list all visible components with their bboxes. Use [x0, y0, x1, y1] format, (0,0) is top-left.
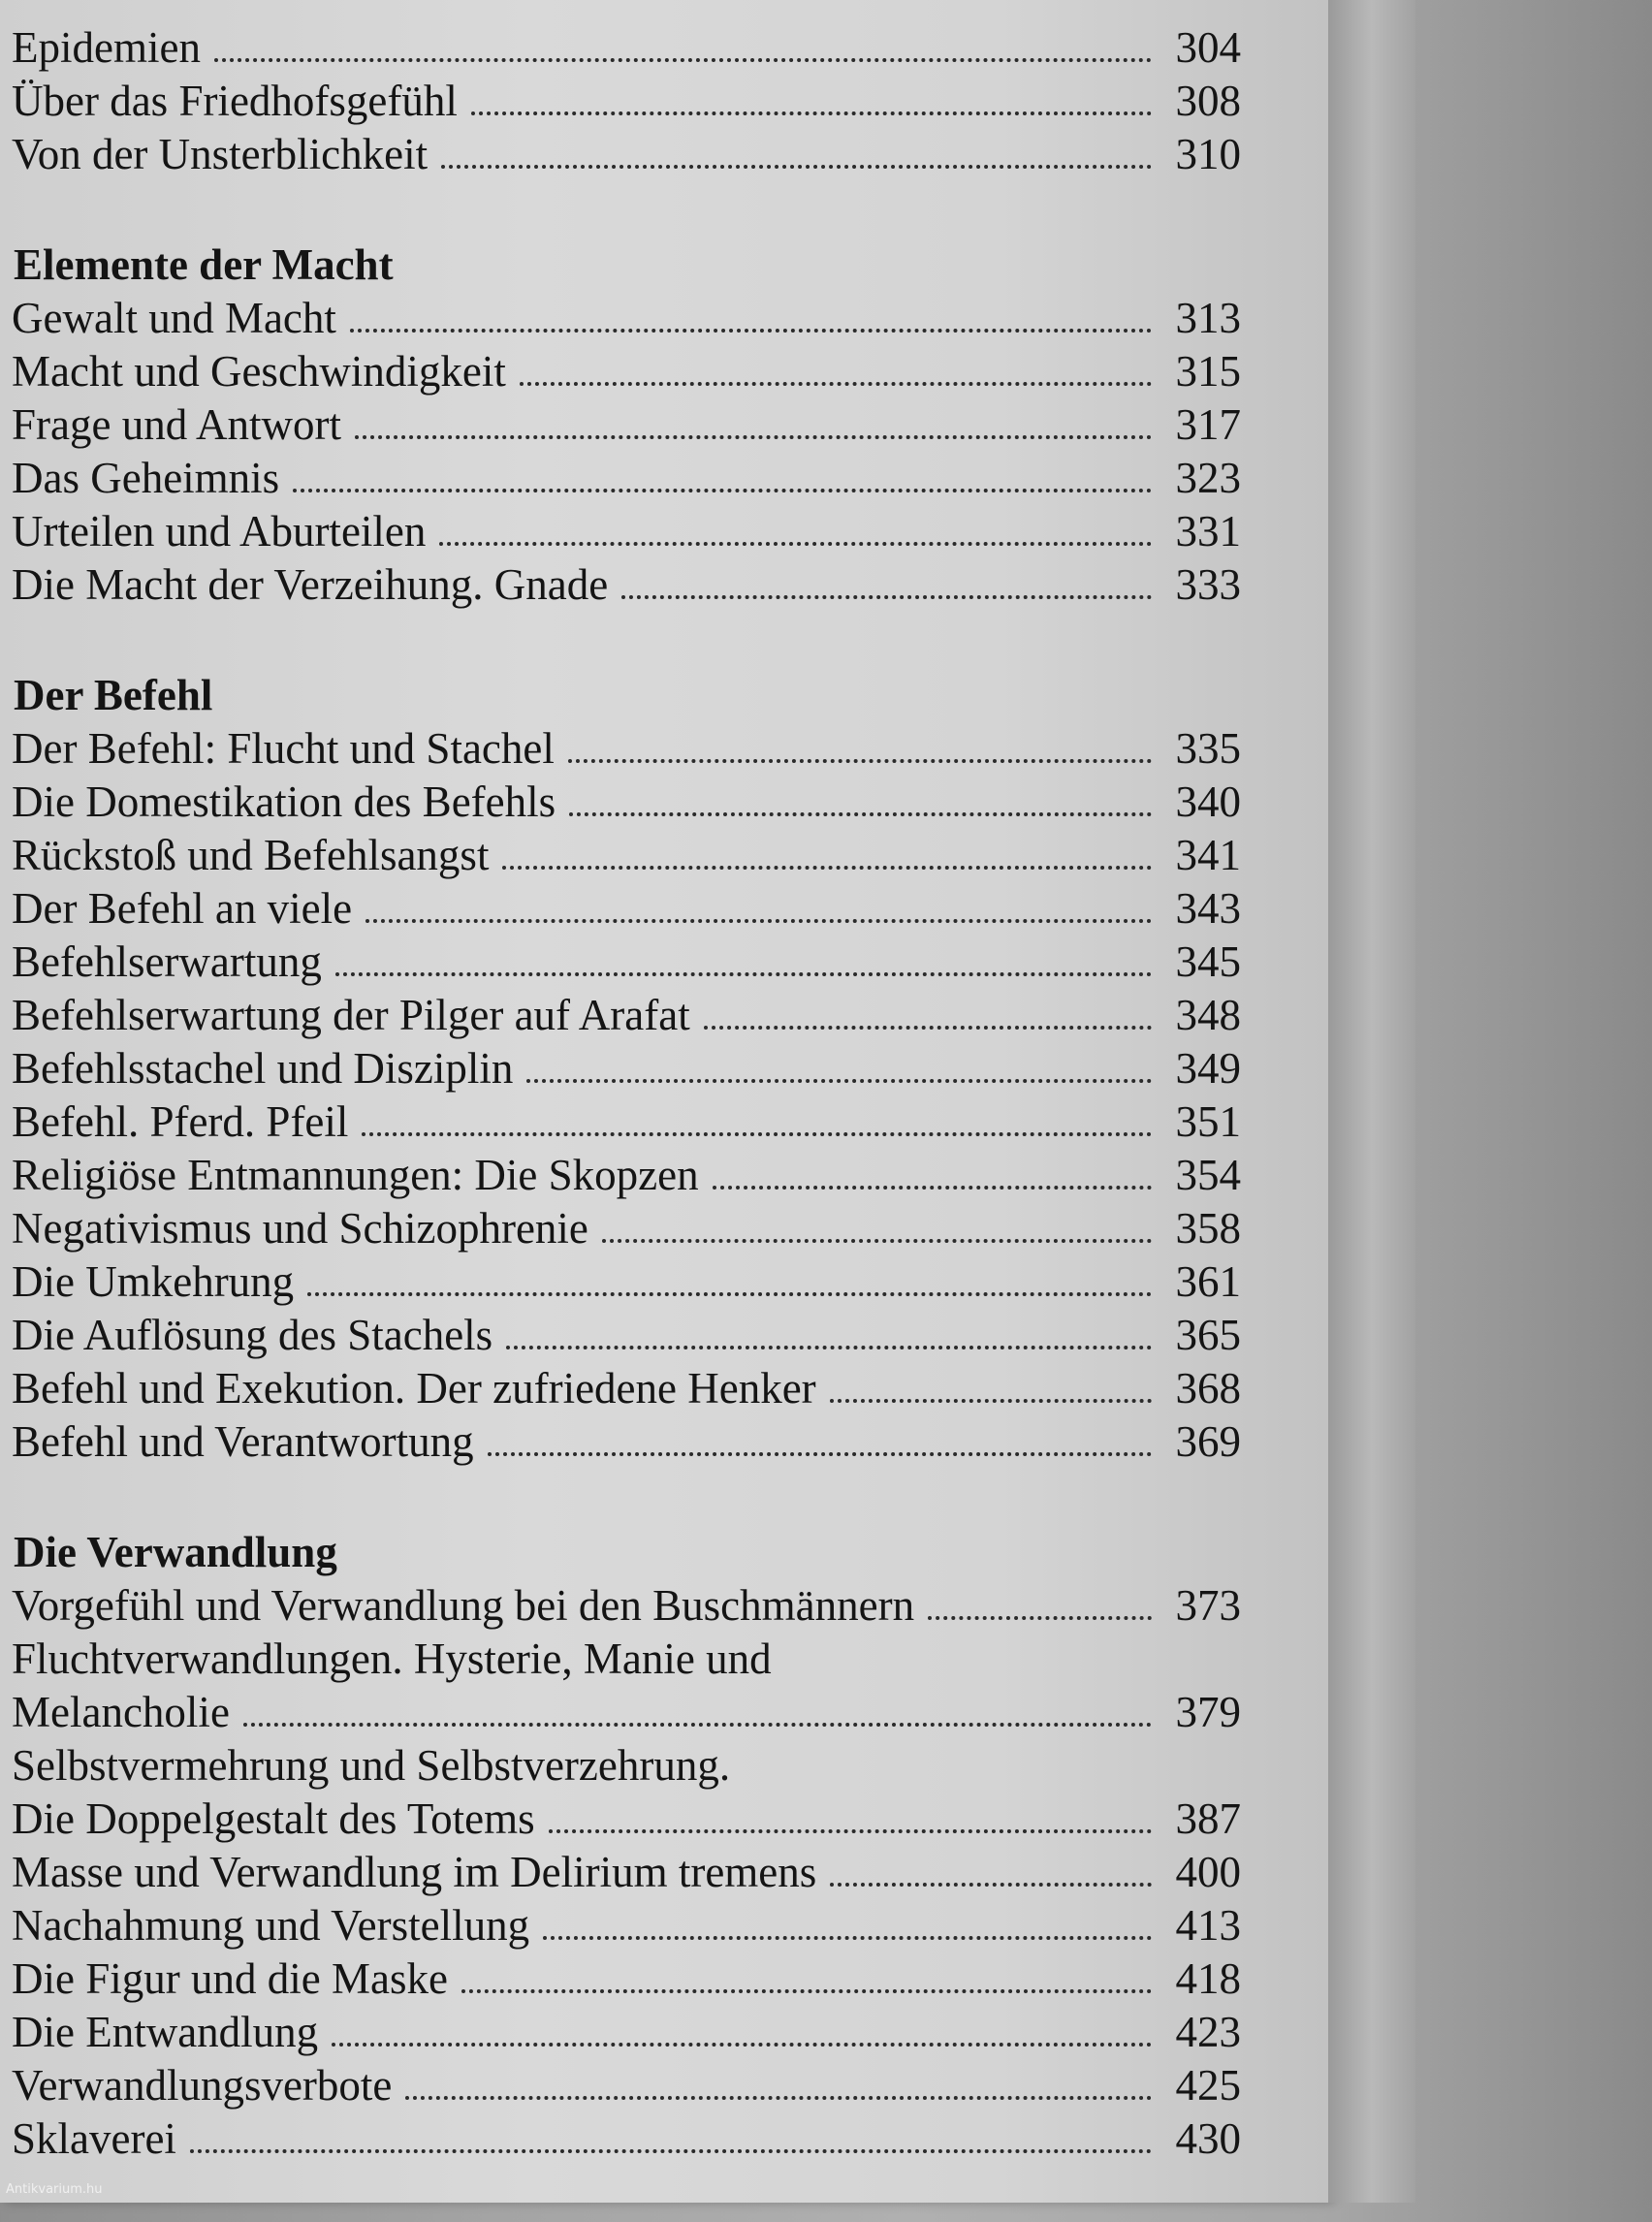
toc-entry	[12, 1686, 1241, 1739]
toc-entry-title: Befehl und Verantwortung	[12, 1417, 474, 1466]
toc-entry-title: Die Auflösung des Stachels	[12, 1311, 493, 1359]
toc-section-continued	[12, 21, 1241, 181]
toc-entry-page: 335	[1175, 724, 1241, 773]
dot-leader	[439, 542, 1152, 546]
toc-entry-title: Negativismus und Schizophrenie	[12, 1204, 588, 1253]
toc-entry	[12, 2006, 1241, 2059]
toc-entry-page: 418	[1175, 1954, 1241, 2003]
dot-leader	[506, 1346, 1152, 1349]
toc-entry	[12, 1255, 1241, 1309]
toc-entry	[12, 989, 1241, 1042]
toc-entry	[12, 1149, 1241, 1202]
toc-entry-title: Befehl und Exekution. Der zufriedene Henker	[12, 1364, 816, 1413]
toc-entry-title: Rückstoß und Befehlsangst	[12, 831, 490, 879]
dot-leader	[704, 1026, 1152, 1030]
toc-entry	[12, 1579, 1241, 1633]
toc-entry-title: Epidemien	[12, 23, 201, 72]
toc-entry-title: Vorgefühl und Verwandlung bei den Buschmännern	[12, 1581, 915, 1630]
toc-entry-page: 400	[1175, 1848, 1241, 1896]
toc-entry	[12, 505, 1241, 558]
dot-leader	[602, 1239, 1152, 1243]
dot-leader	[621, 595, 1152, 599]
toc-entry-page: 340	[1175, 778, 1241, 826]
toc-entry-page: 425	[1175, 2061, 1241, 2110]
dot-leader	[214, 58, 1152, 62]
toc-entry-page: 313	[1175, 294, 1241, 342]
toc-entry-title: Nachahmung und Verstellung	[12, 1901, 530, 1950]
toc-entry	[12, 292, 1241, 345]
dot-leader	[335, 972, 1152, 976]
toc-entry-title: Befehlserwartung der Pilger auf Arafat	[12, 991, 690, 1039]
toc-entry	[12, 776, 1241, 829]
section-heading: Elemente der Macht	[14, 240, 394, 289]
toc-entry-title: Befehl. Pferd. Pfeil	[12, 1097, 349, 1146]
toc-entry-title: Urteilen und Aburteilen	[12, 507, 427, 556]
table-of-contents	[12, 21, 1241, 2222]
toc-entry-title: Die Macht der Verzeihung. Gnade	[12, 560, 609, 609]
toc-entry	[12, 829, 1241, 882]
dot-leader	[243, 1723, 1152, 1727]
dot-leader	[568, 759, 1152, 763]
toc-entry	[12, 21, 1241, 75]
dot-leader	[488, 1452, 1152, 1456]
dot-leader	[713, 1186, 1152, 1190]
toc-entry	[12, 722, 1241, 776]
toc-entry-title: Über das Friedhofsgefühl	[12, 77, 458, 125]
dot-leader	[332, 2043, 1152, 2047]
toc-entry-page: 413	[1175, 1901, 1241, 1950]
section-heading: Der Befehl	[14, 671, 213, 719]
toc-entry-title: Verwandlungsverbote	[12, 2061, 393, 2110]
toc-entry-page: 361	[1175, 1257, 1241, 1306]
toc-entry	[12, 452, 1241, 505]
toc-entry	[12, 128, 1241, 181]
toc-entry-page: 331	[1175, 507, 1241, 556]
toc-section-der-befehl	[12, 668, 1241, 1469]
toc-entry-title: Die Umkehrung	[12, 1257, 295, 1306]
dot-leader	[362, 1132, 1152, 1136]
toc-entry-title: Masse und Verwandlung im Delirium tremens	[12, 1848, 817, 1896]
toc-section-die-verwandlung	[12, 1525, 1241, 2166]
toc-entry	[12, 1793, 1241, 1846]
toc-entry	[12, 2112, 1241, 2166]
toc-entry-page: 430	[1175, 2114, 1241, 2163]
toc-entry-page: 308	[1175, 77, 1241, 125]
toc-entry-page: 358	[1175, 1204, 1241, 1253]
toc-section-elemente-der-macht	[12, 238, 1241, 612]
dot-leader	[365, 919, 1152, 923]
dot-leader	[928, 1616, 1152, 1620]
section-heading: Die Verwandlung	[14, 1528, 337, 1576]
dot-leader	[405, 2096, 1152, 2100]
toc-entry-title-line1: Selbstvermehrung und Selbstverzehrung.	[12, 1741, 731, 1790]
toc-entry-title: Der Befehl an viele	[12, 884, 353, 933]
toc-entry-page: 341	[1175, 831, 1241, 879]
toc-entry-title: Gewalt und Macht	[12, 294, 336, 342]
toc-entry	[12, 558, 1241, 612]
toc-entry	[12, 1952, 1241, 2006]
toc-entry-title: Macht und Geschwindigkeit	[12, 347, 506, 396]
dot-leader	[569, 812, 1152, 816]
toc-entry-page: 315	[1175, 347, 1241, 396]
toc-entry-title-line1: Fluchtverwandlungen. Hysterie, Manie und	[12, 1635, 772, 1683]
toc-entry-page: 423	[1175, 2008, 1241, 2056]
dot-leader	[350, 329, 1152, 333]
toc-entry	[12, 1899, 1241, 1952]
toc-entry	[12, 398, 1241, 452]
toc-entry-title: Der Befehl: Flucht und Stachel	[12, 724, 555, 773]
toc-entry-page: 310	[1175, 130, 1241, 178]
toc-entry-title: Die Entwandlung	[12, 2008, 319, 2056]
toc-entry	[12, 345, 1241, 398]
dot-leader	[830, 1883, 1152, 1887]
toc-entry-page: 351	[1175, 1097, 1241, 1146]
toc-entry-page: 333	[1175, 560, 1241, 609]
toc-entry	[12, 1202, 1241, 1255]
toc-entry	[12, 75, 1241, 128]
toc-entry-title: Das Geheimnis	[12, 454, 280, 502]
toc-entry-page: 348	[1175, 991, 1241, 1039]
dot-leader	[520, 382, 1152, 386]
dot-leader	[293, 489, 1152, 492]
dot-leader	[190, 2149, 1152, 2153]
dot-leader	[502, 866, 1152, 870]
dot-leader	[471, 111, 1152, 115]
toc-entry-page: 379	[1175, 1688, 1241, 1736]
toc-entry	[12, 1309, 1241, 1362]
toc-entry-title: Die Domestikation des Befehls	[12, 778, 556, 826]
watermark-text: Antikvarium.hu	[6, 2182, 103, 2197]
toc-entry-title: Frage und Antwort	[12, 400, 341, 449]
toc-entry-title: Melancholie	[12, 1688, 230, 1736]
toc-entry-title: Sklaverei	[12, 2114, 176, 2163]
toc-entry-title: Religiöse Entmannungen: Die Skopzen	[12, 1151, 699, 1199]
dot-leader	[526, 1079, 1152, 1083]
toc-entry-page: 365	[1175, 1311, 1241, 1359]
toc-entry-page: 354	[1175, 1151, 1241, 1199]
dot-leader	[355, 435, 1152, 439]
dot-leader	[830, 1399, 1152, 1403]
dot-leader	[549, 1829, 1152, 1833]
toc-entry-page: 369	[1175, 1417, 1241, 1466]
toc-entry	[12, 1095, 1241, 1149]
toc-entry-page: 349	[1175, 1044, 1241, 1093]
toc-entry-page: 323	[1175, 454, 1241, 502]
toc-entry-title: Die Figur und die Maske	[12, 1954, 448, 2003]
toc-entry-page: 373	[1175, 1581, 1241, 1630]
toc-entry	[12, 2059, 1241, 2112]
toc-entry	[12, 1042, 1241, 1095]
dot-leader	[461, 1989, 1152, 1993]
toc-entry-page: 345	[1175, 937, 1241, 986]
toc-entry-page: 317	[1175, 400, 1241, 449]
toc-entry-title: Befehlserwartung	[12, 937, 322, 986]
book-gutter	[1328, 0, 1415, 2203]
toc-entry-title: Die Doppelgestalt des Totems	[12, 1794, 535, 1843]
toc-entry	[12, 1846, 1241, 1899]
toc-entry-page: 343	[1175, 884, 1241, 933]
toc-entry	[12, 882, 1241, 936]
toc-entry	[12, 936, 1241, 989]
dot-leader	[307, 1292, 1152, 1296]
dot-leader	[441, 165, 1152, 169]
dot-leader	[543, 1936, 1152, 1940]
toc-entry-page: 387	[1175, 1794, 1241, 1843]
toc-entry-page: 368	[1175, 1364, 1241, 1413]
toc-entry	[12, 1362, 1241, 1415]
toc-entry-title: Von der Unsterblichkeit	[12, 130, 429, 178]
toc-entry-page: 304	[1175, 23, 1241, 72]
toc-entry	[12, 1415, 1241, 1469]
toc-entry-title: Befehlsstachel und Disziplin	[12, 1044, 514, 1093]
